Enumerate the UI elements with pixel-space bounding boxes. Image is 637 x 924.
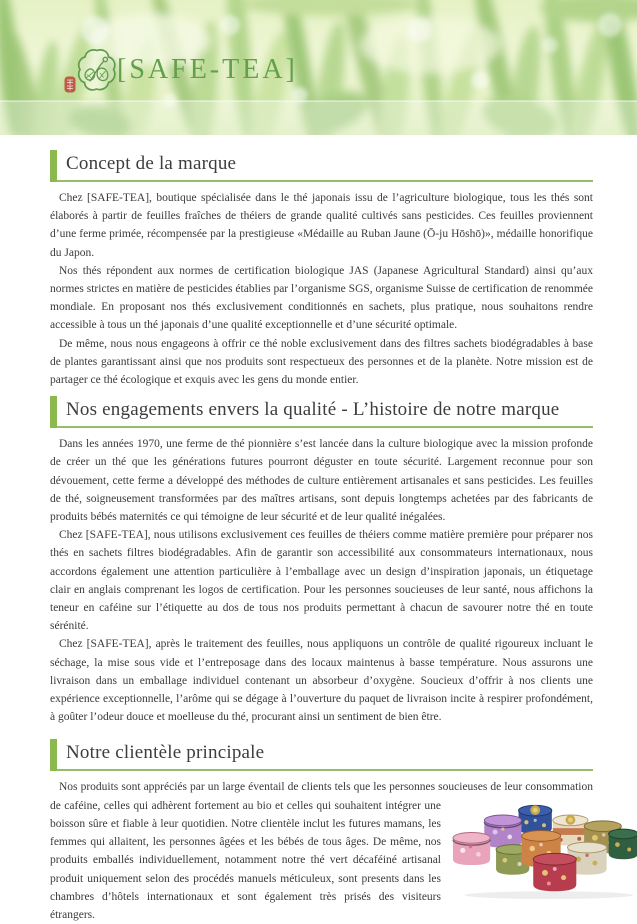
tea-canisters-image [451,799,637,899]
paragraph-with-image [50,778,593,924]
section-title-block [50,396,593,428]
page-content [0,135,637,924]
hanko-seal-icon [64,76,76,93]
paragraph: Dans les années 1970, une ferme de thé pionnière s’est lancée dans la culture biologique avec la mission profonde de créer un thé que les générations futures pourront déguster en toute sécurité. Largement reconnue pour son dévouement, cette ferme a développé des méthodes de culture entièrement artisanales et sans pesticides. Les feuilles de thé, soigneusement transformées par des maîtres artisans, sont depuis longtemps achetées par des fabricants de produits bébés maternités ce qui témoigne de leur sécurité et de leur qualité inégalées. [50,438,593,524]
tea-sprig-quatrefoil-icon [77,48,117,92]
paragraph: De même, nous nous engageons à offrir ce thé noble exclusivement dans des filtres sachets biodégradables à base de plantes garantissant ainsi que nos produits sont respectueux des personnes et de la planète. Notre mission est de partager ce thé écologique et exquis avec les gens du monde entier. [50,337,593,387]
brand-logo [62,46,362,106]
paragraph: Chez [SAFE-TEA], boutique spécialisée dans le thé japonais issu de l’agriculture biologique, tous les thés sont élaborés à partir de feuilles fraîches de théiers de grande qualité cultivés sans pesticides. Ces feuilles proviennent d’une ferme primée, récompensée par la prestigieuse «Médaille au Ruban Jaune (Ō-ju Hōshō)», médaille honorifique du Japon. [50,192,593,259]
section-title: Nos engagements envers la qualité - L’histoire de notre marque [66,399,560,421]
section-clientele [50,739,593,924]
section-title-block [50,739,593,771]
section-title: Notre clientèle principale [66,742,265,764]
canister-red [533,853,576,891]
section-title-block [50,150,593,182]
green-bar [50,150,57,182]
paragraph: Chez [SAFE-TEA], après le traitement des feuilles, nous appliquons un contrôle de qualité rigoureux incluant le séchage, la mise sous vide et l’entreposage dans des locaux maintenus à basse température. Nous assurons une livraison dans un emballage individuel contenant un absorbeur d’oxygène. Soucieux d’offrir à nos clients une expérience exceptionnelle, l’arôme qui se dégage à l’ouverture du paquet de livraison incite à respirer profondément, à goûter l’odeur douce et moelleuse du thé, procurant ainsi un sentiment de bien être. [50,638,593,724]
section-concept [50,150,593,389]
hero-banner [0,0,637,135]
paragraph-lead: Nos produits sont appréciés par un large éventail de clients tels que les personnes soucieuses de leur [59,781,523,794]
paragraph: Chez [SAFE-TEA], nous utilisons exclusivement ces feuilles de théiers comme matière première pour préparer nos thés en sachets filtres biodégradables. Afin de garantir son accessibilité aux consommateurs internationaux, nous accordons également une attention particulière à l’emballage avec un design d’inspiration japonais, un étiquetage clair en anglais comprenant les logos de certification. Pour les personnes soucieuses de leur santé, nous affichons la teneur en caféine sur l’étiquette au dos de tous nos produits permettant à chacun de savourer notre thé en toute sérénité. [50,529,593,633]
canister-navy [519,805,552,834]
green-bar [50,396,57,428]
section-engagements [50,396,593,726]
paragraph-rest: consommation de caféine, celles qui adhèrent fortement au bio et celles qui souhaitent intégrer une boisson sûre et fiable à leur quotidien. Notre clientèle inclut les futures mamans, les femmes qui allaitent, les personnes âgées et les bébés de tous âges. De même, nos produits emballés individuellement, notamment notre thé vert décaféiné artisanal produit uniquement selon des procédés manuels méticuleux, sont presents dans les chambres d’hôtels internationaux et sont également très prisés des visiteurs étrangers. [50,781,593,921]
canister-darkgreen [609,829,637,859]
brand-text: [SAFE-TEA] [117,54,298,85]
canister-pink [453,832,490,865]
section-title: Concept de la marque [66,153,237,174]
paragraph: Nos thés répondent aux normes de certification biologique JAS (Japanese Agricultural Standard) ainsi qu’aux normes strictes en matière de pesticides établies par l’organisme SGS, organisme Suisse de certification de renommée mondiale. En proposant nos thés exclusivement conditionnés en sachets, plus pratique, nous souhaitons rendre accessible à tous un thé japonais d’une qualité exceptionnelle et d’une sécurité optimale. [50,264,593,332]
green-bar [50,739,57,771]
